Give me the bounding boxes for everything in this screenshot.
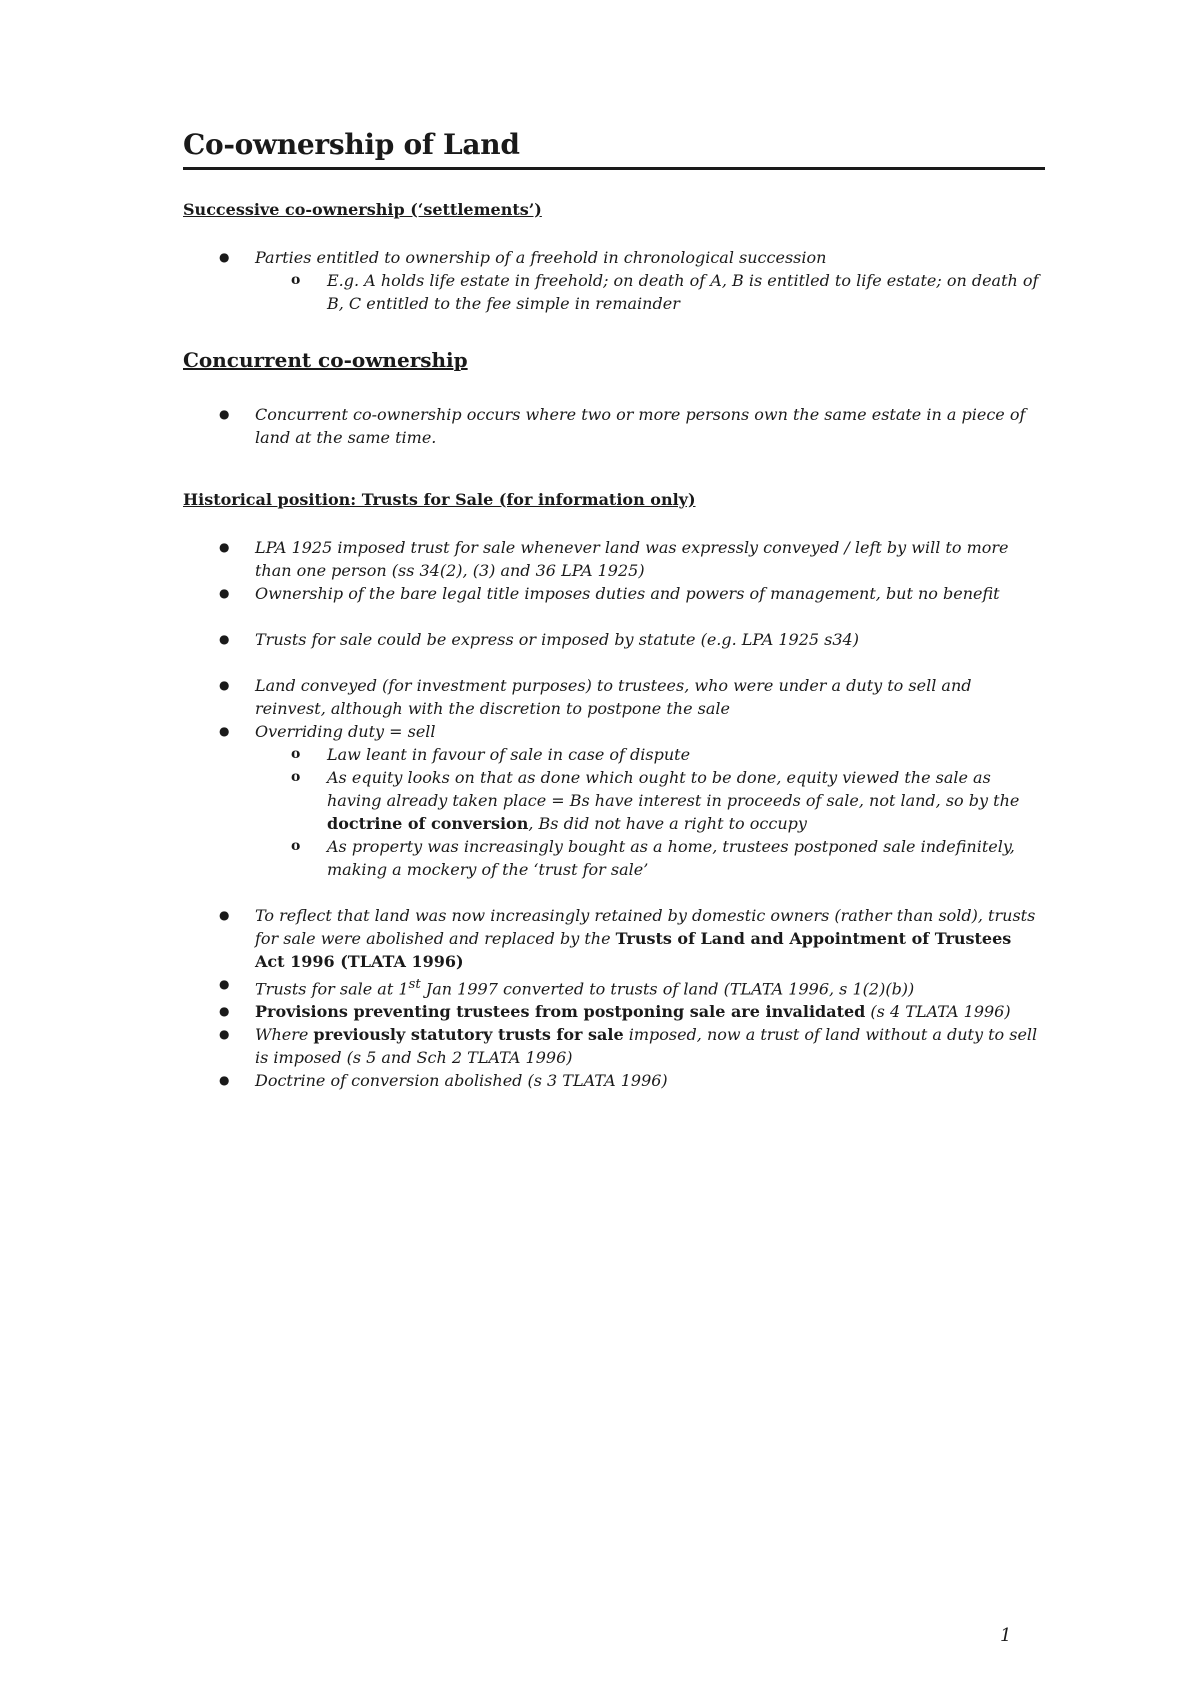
- term-doctrine-of-conversion: doctrine of conversion: [327, 814, 529, 833]
- sub-list: [255, 269, 1043, 315]
- list-item: ● Ownership of the bare legal title imposes duties and powers of management, but no benefit: [219, 584, 1000, 603]
- list-item: ● To reflect that land was now increasingly retained by domestic owners (rather than sold), trusts for sale were abolished and replaced by the Trusts of Land and Appointment of Trustees Act 1996 (TLATA 1996): [219, 906, 1036, 971]
- list-item: ● Trusts for sale at 1st Jan 1997 converted to trusts of land (TLATA 1996, s 1(2)(b)): [183, 973, 1043, 1000]
- list-historical: [183, 536, 1043, 1092]
- page-number: 1: [1000, 1625, 1012, 1646]
- heading-concurrent: Concurrent co-ownership: [183, 348, 468, 372]
- term-tlata-1996: Trusts of Land and Appointment of Trustees Act 1996 (TLATA 1996): [255, 929, 1012, 971]
- bullet-icon: ●: [219, 632, 230, 646]
- list-item: ● LPA 1925 imposed trust for sale whenever land was expressly conveyed / left by will to more than one person (ss 34(2), (3) and 36 LPA 1925): [219, 538, 1009, 580]
- page-title: Co-ownership of Land: [183, 128, 1045, 170]
- heading-successive: Successive co-ownership (‘settlements’): [183, 200, 542, 219]
- circle-bullet-icon: o: [291, 746, 301, 762]
- bullet-icon: ●: [219, 250, 230, 264]
- bullet-icon: ●: [219, 1004, 230, 1019]
- circle-bullet-icon: o: [291, 838, 301, 854]
- list-item: ● Land conveyed (for investment purposes) to trustees, who were under a duty to sell and reinvest, although with the discretion to postpone the sale: [219, 676, 972, 718]
- term-statutory-trusts: previously statutory trusts for sale: [313, 1025, 624, 1045]
- sub-list-item: o Law leant in favour of sale in case of dispute: [291, 745, 691, 764]
- sub-list-item: o As equity looks on that as done which ought to be done, equity viewed the sale as having already taken place = Bs have interest in proceeds of sale, not land, so by the doctrine of conversion, Bs did not have a right to occupy: [291, 768, 1020, 833]
- list-item: ● Doctrine of conversion abolished (s 3 TLATA 1996): [219, 1071, 668, 1091]
- circle-bullet-icon: o: [291, 272, 301, 288]
- bullet-icon: ●: [219, 540, 230, 554]
- list-item: ● Overriding duty = sell o Law leant in favour of sale in case of dispute o As equity looks on that as done which ought to be done, equity viewed the sale as having already taken place = Bs have interest in proceeds of sale, not land, so by the doctrine of conversion, Bs did not have a right to occupy o As property was increasingly bought as a home, trustees postponed sale indefinitely, making a mockery of the ‘trust for sale’: [183, 720, 1043, 881]
- bullet-icon: ●: [219, 724, 230, 738]
- list-successive: [183, 246, 1043, 315]
- bullet-icon: ●: [219, 407, 230, 421]
- list-item: ● Parties entitled to ownership of a freehold in chronological succession o E.g. A holds life estate in freehold; on death of A, B is entitled to life estate; on death of B, C entitled to the fee simple in remainder: [183, 246, 1043, 315]
- heading-historical: Historical position: Trusts for Sale (for information only): [183, 490, 696, 509]
- bullet-icon: ●: [219, 1073, 230, 1088]
- bullet-icon: ●: [219, 586, 230, 600]
- bullet-icon: ●: [219, 977, 230, 991]
- circle-bullet-icon: o: [291, 769, 301, 785]
- sub-list-item: o As property was increasingly bought as a home, trustees postponed sale indefinitely, making a mockery of the ‘trust for sale’: [291, 837, 1015, 879]
- bullet-icon: ●: [219, 908, 230, 922]
- list-item: ● Trusts for sale could be express or imposed by statute (e.g. LPA 1925 s34): [219, 630, 859, 649]
- list-item: ● Where previously statutory trusts for sale imposed, now a trust of land without a duty to sell is imposed (s 5 and Sch 2 TLATA 1996): [219, 1025, 1038, 1068]
- sub-list: [255, 743, 1043, 881]
- term-provisions-invalidated: Provisions preventing trustees from postponing sale are invalidated: [255, 1002, 866, 1022]
- bullet-icon: ●: [219, 1027, 230, 1042]
- list-concurrent: [183, 403, 1043, 449]
- bullet-icon: ●: [219, 678, 230, 692]
- sub-list-item: o E.g. A holds life estate in freehold; on death of A, B is entitled to life estate; on death of B, C entitled to the fee simple in remainder: [291, 271, 1039, 313]
- list-item: ● Provisions preventing trustees from postponing sale are invalidated (s 4 TLATA 1996): [219, 1002, 1011, 1022]
- list-item: ● Concurrent co-ownership occurs where two or more persons own the same estate in a piece of land at the same time.: [219, 405, 1026, 447]
